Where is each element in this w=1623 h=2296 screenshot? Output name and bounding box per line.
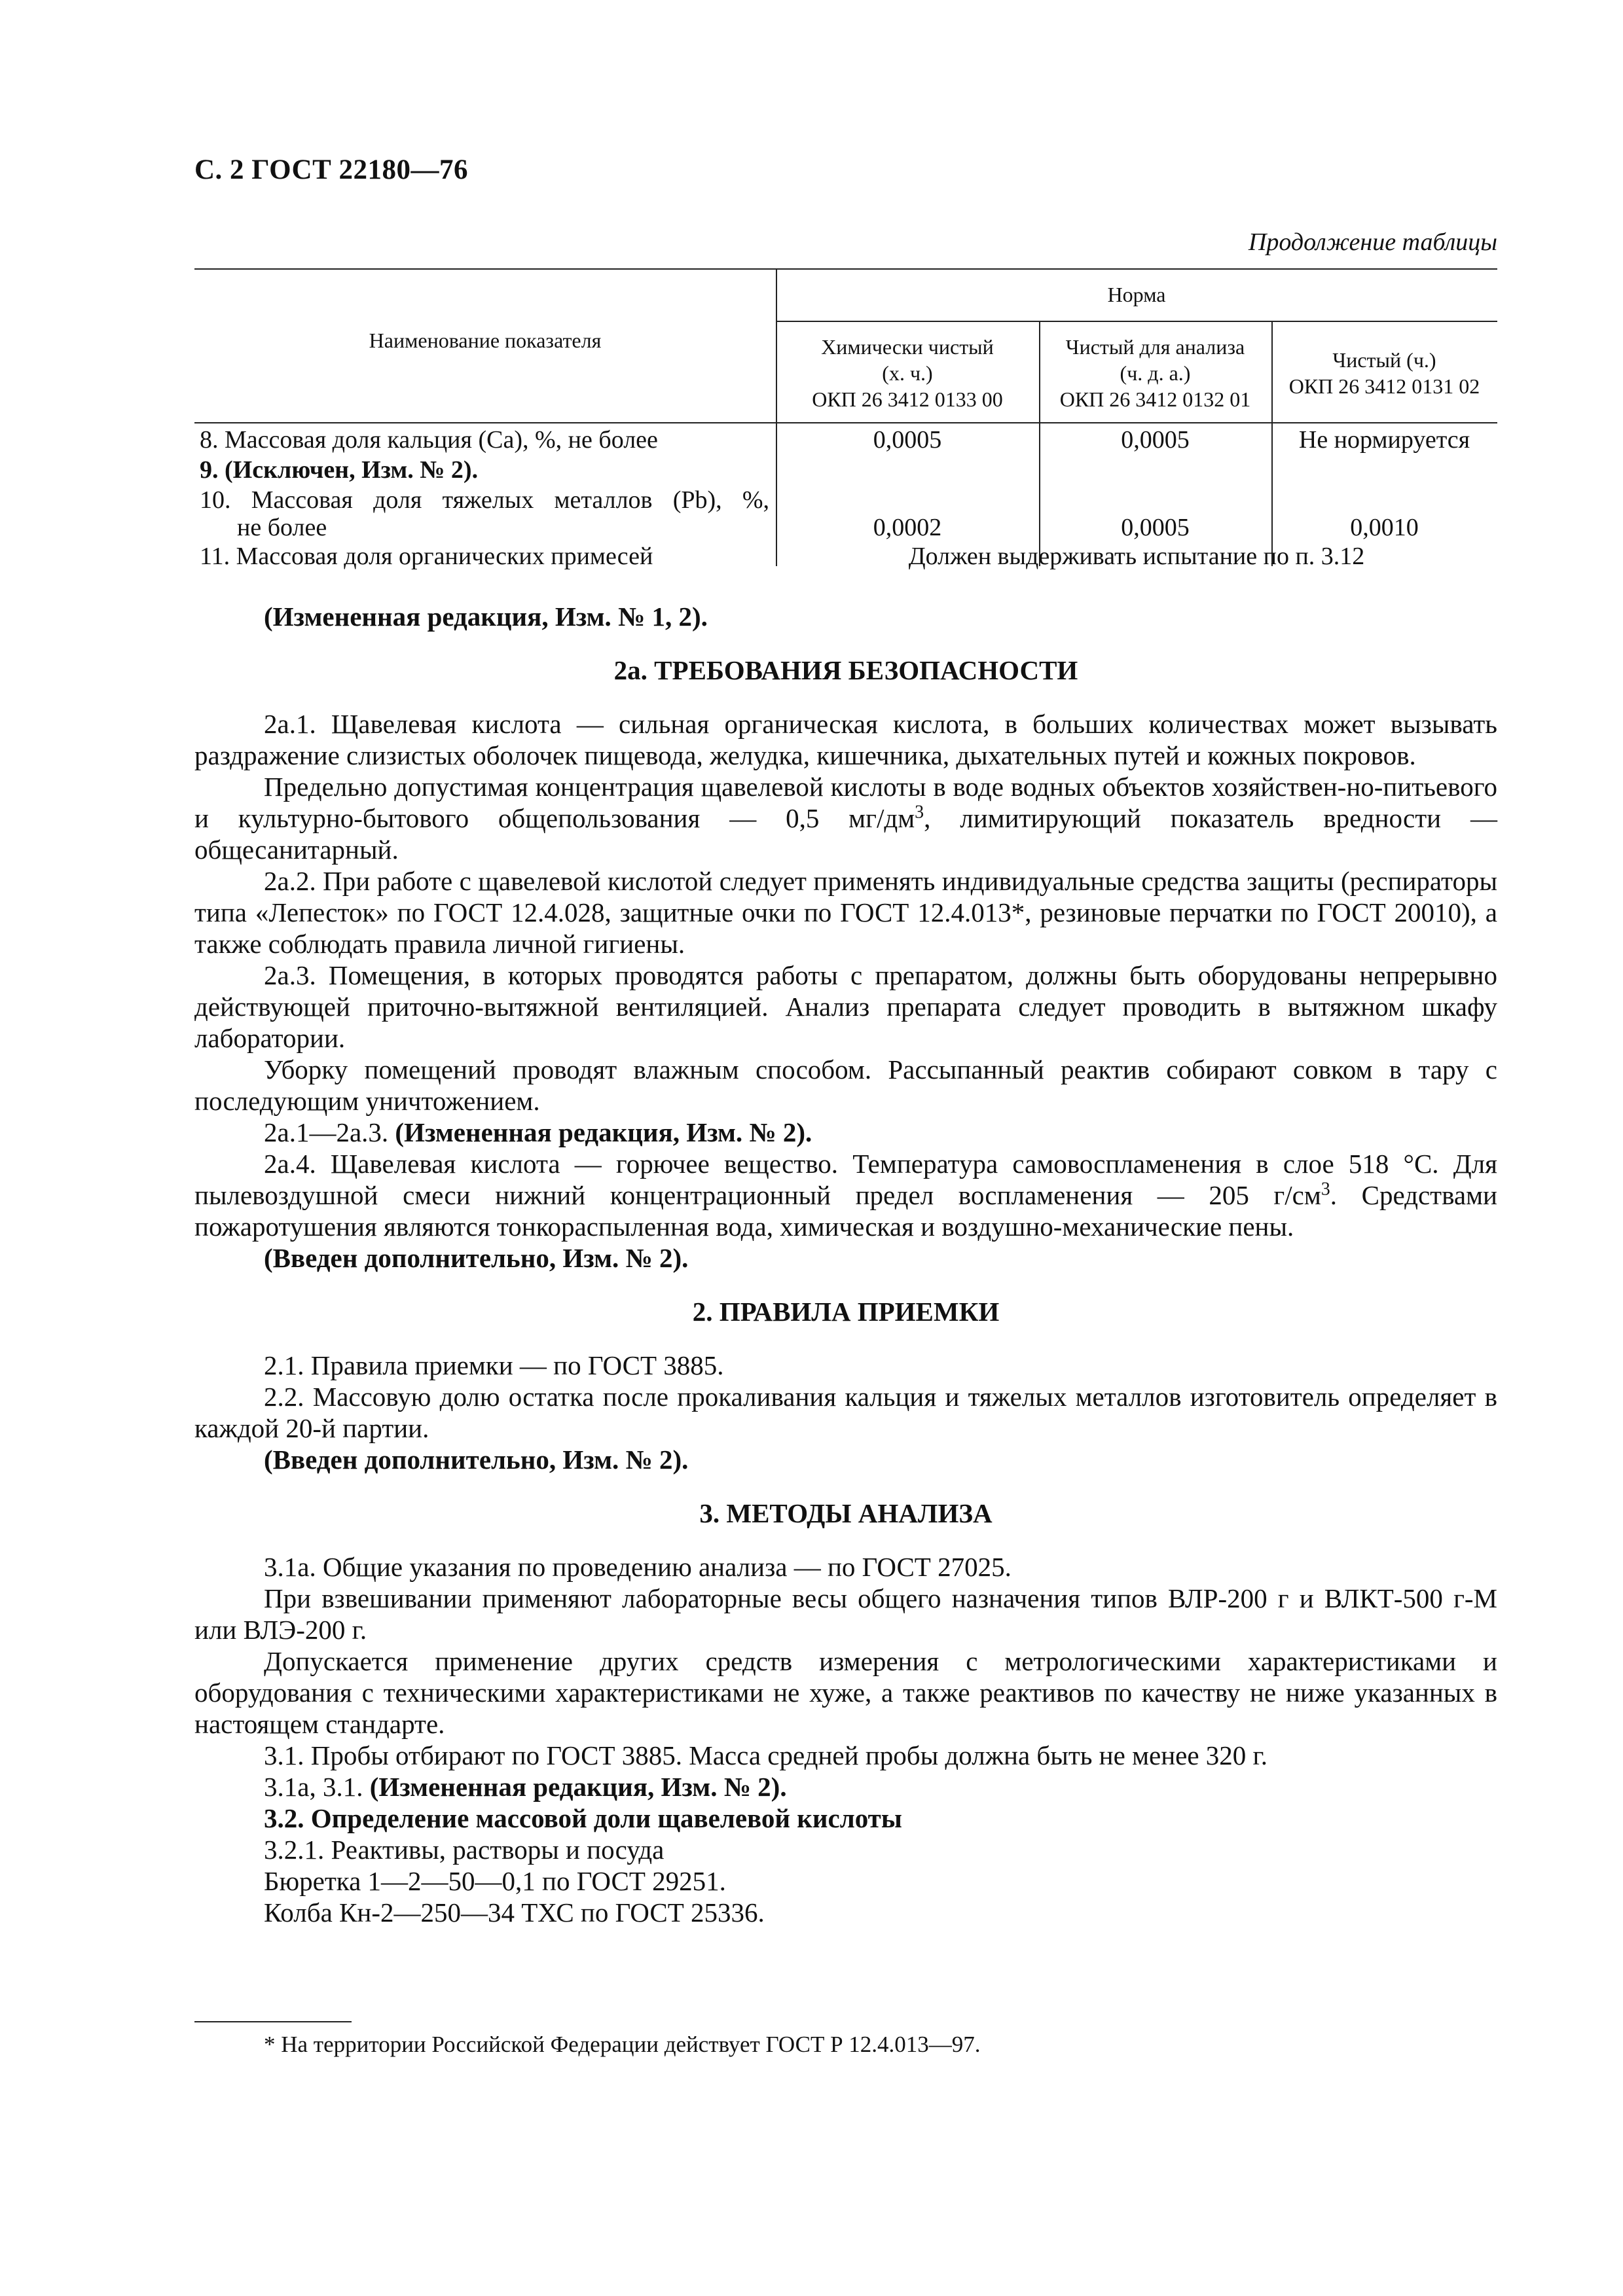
table-row-name: 9. (Исключен, Изм. № 2). bbox=[200, 456, 479, 484]
table-row-name-cont: не более bbox=[237, 514, 327, 541]
table-cell-value: Не нормируется bbox=[1298, 426, 1470, 454]
paragraph: Колба Кн-2—250—34 ТХС по ГОСТ 25336. bbox=[264, 1897, 765, 1928]
table-header-rule bbox=[776, 321, 1497, 322]
table-cell-value: 0,0002 bbox=[873, 514, 942, 541]
paragraph: 3.1а, 3.1. (Измененная редакция, Изм. № 2). bbox=[264, 1772, 787, 1802]
table-cell-value: 0,0005 bbox=[1121, 514, 1190, 541]
table-caption: Продолжение таблицы bbox=[1248, 228, 1497, 256]
paragraph: 3.1. Пробы отбирают по ГОСТ 3885. Масса средней пробы должна быть не менее 320 г. bbox=[264, 1740, 1267, 1770]
paragraph: 3.2.1. Реактивы, растворы и посуда bbox=[264, 1835, 665, 1865]
table-cell-value: 0,0005 bbox=[873, 426, 942, 454]
column-header-name: Наименование показателя bbox=[369, 329, 602, 352]
paragraph: 2а.1—2а.3. (Измененная редакция, Изм. № 2). bbox=[264, 1117, 812, 1147]
section-title: 2а. ТРЕБОВАНИЯ БЕЗОПАСНОСТИ bbox=[613, 655, 1078, 685]
page-header: С. 2 ГОСТ 22180—76 bbox=[194, 154, 469, 185]
amendment-note: (Введен дополнительно, Изм. № 2). bbox=[264, 1444, 689, 1475]
grade-header-chemically-pure: Химически чистый (х. ч.) ОКП 26 3412 0133 00 bbox=[812, 335, 1003, 411]
footnote-rule bbox=[194, 2021, 352, 2022]
document-body bbox=[194, 601, 1497, 1928]
table-top-rule bbox=[194, 268, 1497, 270]
paragraph: 2а.2. При работе с щавелевой кислотой следует применять индивидуальные средства защиты (респираторы типа «Лепесток» по ГОСТ 12.4.028, защитные очки по ГОСТ 12.4.013*, резиновые перчатки по ГОСТ 20010), а также соблюдать правила личной гигиены. bbox=[194, 866, 1497, 959]
column-header-norm: Норма bbox=[1107, 283, 1166, 306]
grade-header-pure: Чистый (ч.) ОКП 26 3412 0131 02 bbox=[1288, 348, 1480, 398]
paragraph: 2а.4. Щавелевая кислота — горючее вещество. Температура самовоспламенения в слое 518 °С. Для пылевоздушной смеси нижний концентрационный предел воспламенения — 205 $г/см^3$. Средствами пожаротушения являются тонкораспыленная вода, химическая и воздушно-механические пены. bbox=[194, 1149, 1497, 1242]
table-row-name: 8. Массовая доля кальция (Са), %, не более bbox=[200, 426, 658, 454]
section-title: 3. МЕТОДЫ АНАЛИЗА bbox=[699, 1498, 993, 1528]
paragraph: 3.1а. Общие указания по проведению анализа — по ГОСТ 27025. bbox=[264, 1552, 1012, 1582]
paragraph: Допускается применение других средств измерения с метрологическими характеристиками и оборудования с техническими характеристиками не хуже, а также реактивов по качеству не ниже указанных в настоящем стандарте. bbox=[194, 1646, 1497, 1739]
table-cell-value: 0,0010 bbox=[1350, 514, 1419, 541]
paragraph: Предельно допустимая концентрация щавелевой кислоты в воде водных объектов хозяйствен-но-питьевого и культурно-бытового общепользования — 0,5 $мг/дм^3$, лимитирующий показатель вредности — общесанитарный. bbox=[194, 772, 1497, 865]
paragraph: 2а.3. Помещения, в которых проводятся работы с препаратом, должны быть оборудованы непрерывно действующей приточно-вытяжной вентиляцией. Анализ препарата следует проводить в вытяжном шкафу лаборатории. bbox=[194, 960, 1497, 1053]
paragraph: 2.1. Правила приемки — по ГОСТ 3885. bbox=[264, 1350, 724, 1380]
paragraph: 2.2. Массовую долю остатка после прокаливания кальция и тяжелых металлов изготовитель определяет в каждой 20-й партии. bbox=[194, 1382, 1497, 1443]
table-cell-merged: Должен выдерживать испытание по п. 3.12 bbox=[908, 543, 1365, 570]
amendment-note: (Введен дополнительно, Изм. № 2). bbox=[264, 1243, 689, 1273]
table-header-bottom-rule bbox=[194, 422, 1497, 423]
section-title: 2. ПРАВИЛА ПРИЕМКИ bbox=[692, 1297, 1000, 1327]
grade-header-analytical: Чистый для анализа (ч. д. а.) ОКП 26 3412 0132 01 bbox=[1059, 335, 1251, 411]
table-row-name: 10. Массовая доля тяжелых металлов (Pb), %, bbox=[200, 486, 769, 514]
table-cell-value: 0,0005 bbox=[1121, 426, 1190, 454]
footnote: * На территории Российской Федерации действует ГОСТ Р 12.4.013—97. bbox=[264, 2032, 981, 2057]
subsection-title: 3.2. Определение массовой доли щавелевой кислоты bbox=[264, 1803, 902, 1833]
paragraph: Уборку помещений проводят влажным способом. Рассыпанный реактив собирают совком в тару с последующим уничтожением. bbox=[194, 1054, 1497, 1116]
paragraph: Бюретка 1—2—50—0,1 по ГОСТ 29251. bbox=[264, 1866, 726, 1896]
table-row-name: 11. Массовая доля органических примесей bbox=[200, 543, 653, 570]
amendment-note: (Измененная редакция, Изм. № 1, 2). bbox=[264, 601, 708, 632]
paragraph: При взвешивании применяют лабораторные весы общего назначения типов ВЛР-200 г и ВЛКТ-500 г-М или ВЛЭ-200 г. bbox=[194, 1583, 1497, 1645]
paragraph: 2а.1. Щавелевая кислота — сильная органическая кислота, в больших количествах может вызывать раздражение слизистых оболочек пищевода, желудка, кишечника, дыхательных путей и кожных покровов. bbox=[194, 709, 1497, 770]
